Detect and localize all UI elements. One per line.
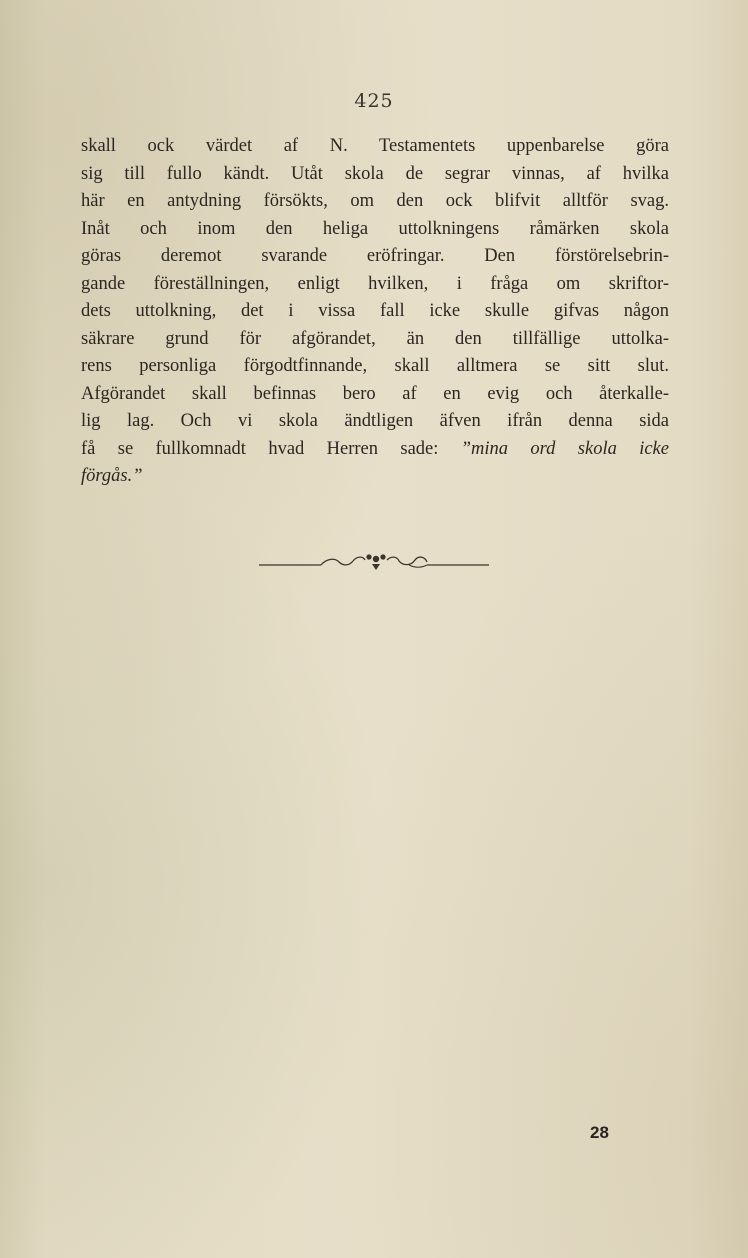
- quote-italic-end: förgås.”: [81, 466, 143, 486]
- text-line: lig lag. Och vi skola ändtligen äfven ifrån denna sida: [81, 411, 669, 431]
- text-line: Afgörandet skall befinnas bero af en evig och återkalle-: [81, 383, 669, 404]
- text-line: dets uttolkning, det i vissa fall icke skulle gifvas någon: [81, 301, 669, 321]
- ornament-icon: [259, 548, 489, 574]
- text-line: rens personliga förgodtfinnande, skall alltmera se sitt slut.: [81, 356, 669, 376]
- decorative-tailpiece: [0, 548, 748, 574]
- text-line: säkrare grund för afgörandet, än den tillfällige uttolka-: [81, 328, 669, 349]
- signature-mark: 28: [590, 1123, 609, 1142]
- text-line: göras deremot svarande eröfringar. Den förstörelsebrin-: [81, 246, 669, 266]
- text-line: sig till fullo kändt. Utåt skola de segrar vinnas, af hvilka: [81, 163, 669, 184]
- text-line-roman: få se fullkomnadt hvad Herren sade:: [81, 438, 461, 459]
- text-line: [81, 436, 669, 464]
- page-number: 425: [354, 90, 394, 112]
- text-line: skall ock värdet af N. Testamentets uppenbarelse göra: [81, 136, 669, 156]
- body-text: [81, 133, 669, 491]
- text-line: Inåt och inom den heliga uttolkningens råmärken skola: [81, 218, 669, 239]
- text-line: här en antydning försökts, om den ock blifvit alltför svag.: [81, 191, 669, 211]
- quote-italic: ”mina ord skola icke: [460, 438, 669, 459]
- text-line: gande föreställningen, enligt hvilken, i fråga om skriftor-: [81, 273, 669, 294]
